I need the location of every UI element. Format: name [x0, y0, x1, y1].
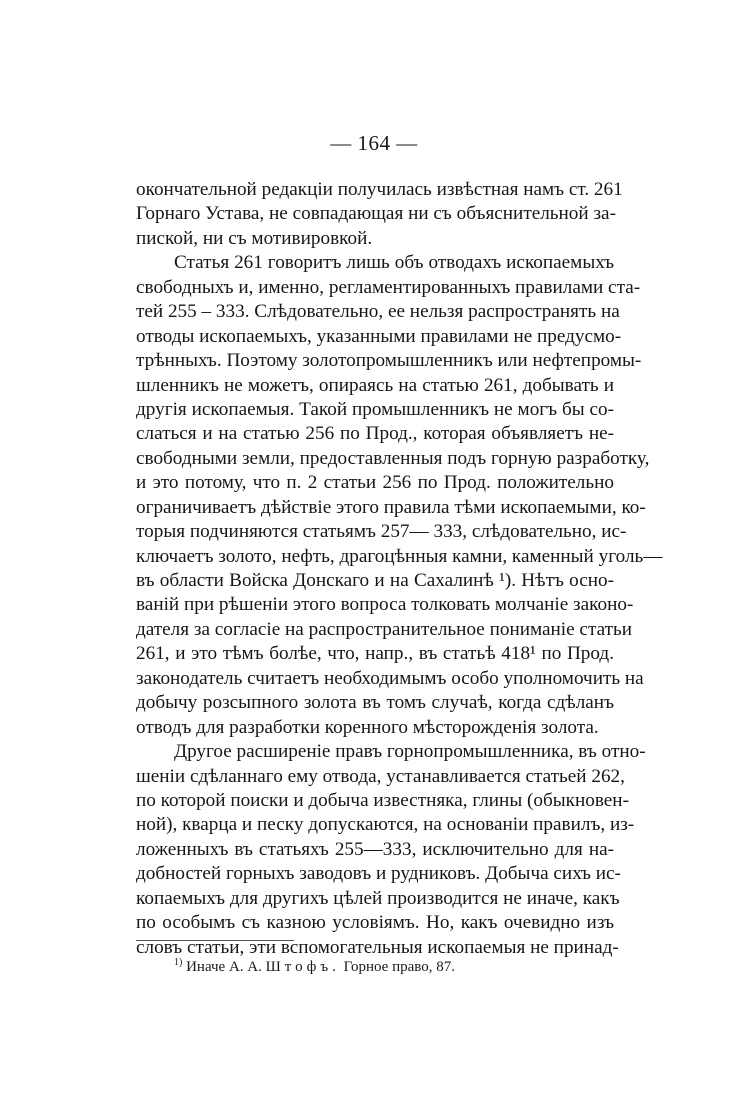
- text-line: ограничиваетъ дѣйствіе этого правила тѣми ископаемыми, ко-: [136, 496, 646, 518]
- text-line: ключаетъ золото, нефть, драгоцѣнныя камни, каменный уголь—: [136, 545, 663, 567]
- footnote-text-after: Горное право, 87.: [343, 959, 455, 975]
- text-line: копаемыхъ для другихъ цѣлей производится не иначе, какъ: [136, 887, 620, 909]
- page-number: — 164 —: [330, 131, 418, 155]
- text-line: пиской, ни съ мотивировкой.: [136, 227, 373, 249]
- text-line: шленникъ не можетъ, опираясь на статью 261, добывать и: [136, 374, 614, 396]
- text-line: отводы ископаемыхъ, указанными правилами не предусмо-: [136, 325, 622, 347]
- text-line: окончательной редакціи получилась извѣстная намъ ст. 261: [136, 179, 623, 200]
- text-line: слаться и на статью 256 по Прод., которая объявляетъ не-: [136, 423, 614, 445]
- text-line: ваній при рѣшеніи этого вопроса толковать молчаніе законо-: [136, 594, 634, 616]
- footnote-author: Штофъ.: [265, 959, 340, 975]
- text-line: по особымъ съ казною условіямъ. Но, какъ очевидно изъ: [136, 912, 614, 934]
- footnote-divider: [136, 940, 294, 941]
- text-line: добностей горныхъ заводовъ и рудниковъ. Добыча сихъ ис-: [136, 863, 621, 885]
- text-line: шеніи сдѣланнаго ему отвода, устанавливается статьей 262,: [136, 765, 625, 787]
- text-line: по которой поиски и добыча известняка, глины (обыкновен-: [136, 789, 629, 811]
- body-text: [136, 178, 663, 960]
- text-line: 261, и это тѣмъ болѣе, что, напр., въ статьѣ 418¹ по Прод.: [136, 643, 614, 665]
- footnote-text-before: Иначе А. А.: [186, 959, 262, 975]
- text-line: отводъ для разработки коренного мѣсторожденія золота.: [136, 716, 599, 738]
- text-line: добычу розсыпного золота въ томъ случаѣ, когда сдѣланъ: [136, 692, 614, 714]
- text-line: Горнаго Устава, не совпадающая ни съ объяснительной за-: [136, 203, 616, 225]
- text-line: торыя подчиняются статьямъ 257— 333, слѣдовательно, ис-: [136, 521, 627, 543]
- text-line: въ области Войска Донскаго и на Сахалинѣ ¹). Нѣтъ осно-: [136, 570, 614, 591]
- text-line: ложенныхъ въ статьяхъ 255—333, исключительно для на-: [136, 838, 614, 860]
- text-line: Статья 261 говоритъ лишь объ отводахъ ископаемыхъ: [174, 252, 614, 274]
- text-line: законодатель считаетъ необходимымъ особо уполномочить на: [136, 667, 644, 689]
- footnote-marker: 1): [174, 957, 183, 968]
- text-line: другія ископаемыя. Такой промышленникъ не могъ бы со-: [136, 398, 614, 420]
- text-line: Другое расширеніе правъ горнопромышленника, въ отно-: [174, 741, 646, 763]
- text-line: и это потому, что п. 2 статьи 256 по Прод. положительно: [136, 472, 614, 494]
- text-line: свободныхъ и, именно, регламентированныхъ правилами ста-: [136, 276, 641, 298]
- text-line: трѣнныхъ. Поэтому золотопромышленникъ или нефтепромы-: [136, 350, 642, 372]
- text-line: свободными земли, предоставленныя подъ горную разработку,: [136, 447, 650, 469]
- text-line: словъ статьи, эти вспомогательныя ископаемыя не принад-: [136, 936, 619, 958]
- footnote: [174, 957, 455, 976]
- text-line: тей 255 – 333. Слѣдовательно, ее нельзя распространять на: [136, 301, 620, 323]
- text-line: ной), кварца и песку допускаются, на основаніи правилъ, из-: [136, 814, 635, 836]
- text-line: дателя за согласіе на распространительное пониманіе статьи: [136, 618, 632, 640]
